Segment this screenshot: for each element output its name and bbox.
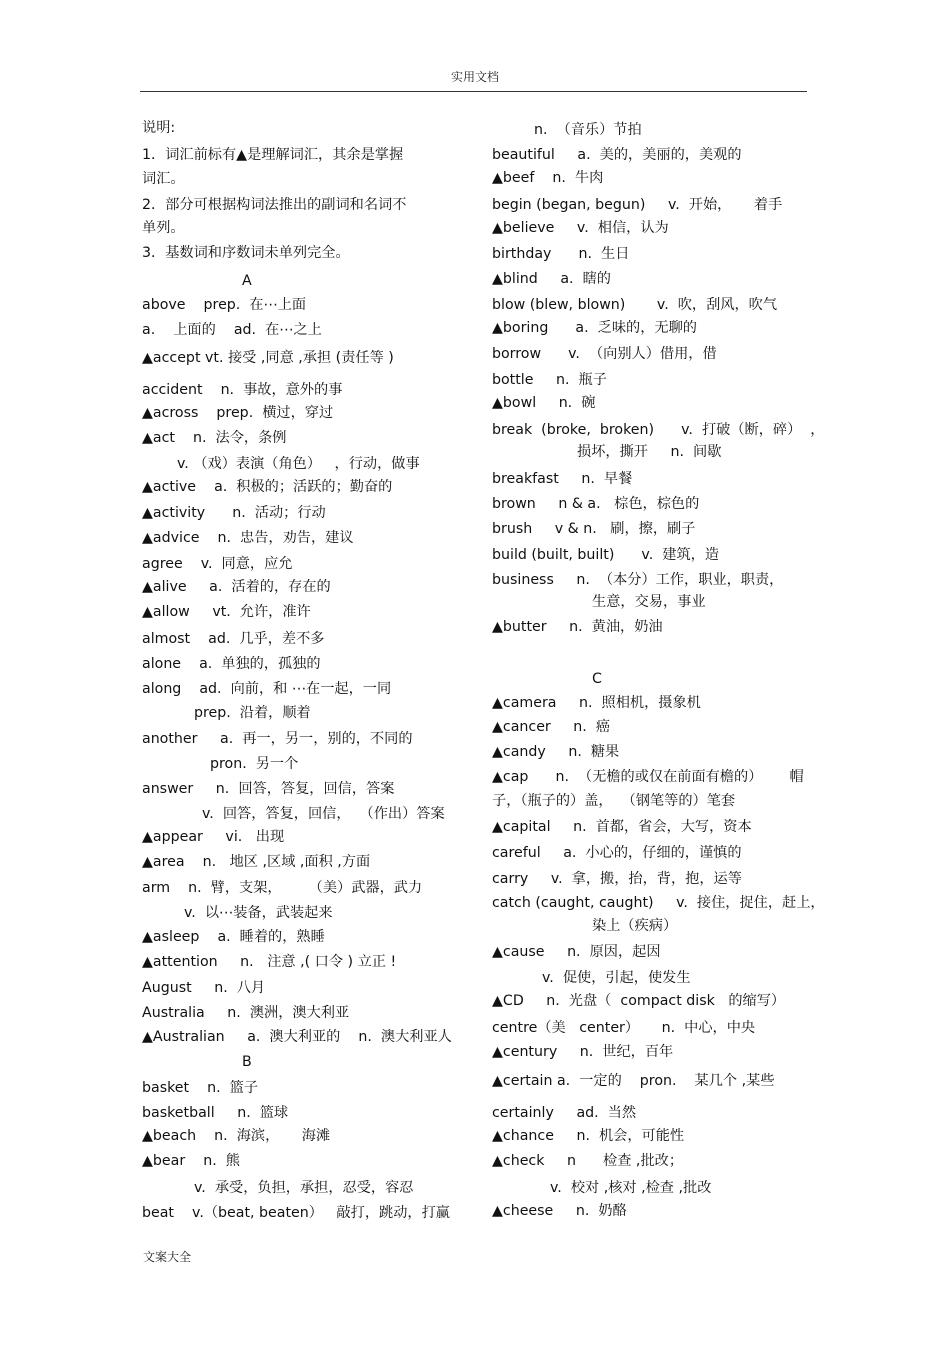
left-column-line: 说明: [142,120,176,136]
right-column-line: ▲boring a. 乏味的，无聊的 [492,320,697,336]
right-column-line: v. 校对 ,核对 ,检查 ,批改 [550,1180,712,1196]
left-column-line: another a. 再一，另一，别的，不同的 [142,731,413,747]
right-column-line: ▲butter n. 黄油，奶油 [492,619,663,635]
left-column-line: beat v.（beat, beaten） 敲打，跳动，打赢 [142,1205,450,1221]
left-column-line: v. 以⋯装备，武装起来 [184,905,333,921]
right-column-line: 损坏，撕开 n. 间歇 [577,444,722,460]
left-column-line: answer n. 回答，答复，回信，答案 [142,781,395,797]
right-column-line: ▲camera n. 照相机，摄象机 [492,695,701,711]
right-column-line: ▲cancer n. 癌 [492,719,611,735]
right-column-line: 染上（疾病） [592,918,678,934]
page-footer: 文案大全 [143,1250,192,1264]
left-column-line: basketball n. 篮球 [142,1105,289,1121]
left-column-line: ▲alive a. 活着的，存在的 [142,579,331,595]
right-column-line: certainly ad. 当然 [492,1105,637,1121]
left-column-line: 单列。 [142,220,185,236]
right-column-line: brush v & n. 刷，擦，刷子 [492,521,696,537]
left-column-line: ▲activity n. 活动；行动 [142,505,326,521]
right-column-line: ▲cause n. 原因，起因 [492,944,661,960]
left-column-line: ▲advice n. 忠告，劝告，建议 [142,530,354,546]
left-column-line: 1．词汇前标有▲是理解词汇，其余是掌握 [142,147,404,163]
left-column-line: along ad. 向前，和 ⋯在一起，一同 [142,681,392,697]
right-column-line: ▲century n. 世纪，百年 [492,1044,674,1060]
left-column-line: above prep. 在⋯上面 [142,297,307,313]
right-column-line: ▲blind a. 瞎的 [492,271,611,287]
left-column-line: 2．部分可根据构词法推出的副词和名词不 [142,197,407,213]
right-column-line: C [592,671,602,687]
left-column-line: August n. 八月 [142,980,266,996]
right-column-line: 子，（瓶子的）盖， （钢笔等的）笔套 [492,793,736,809]
right-column-line: ▲check n 检查 ,批改； [492,1153,684,1169]
right-column-line: ▲certain a. 一定的 pron. 某几个 ,某些 [492,1073,775,1089]
left-column-line: ▲beach n. 海滨， 海滩 [142,1128,331,1144]
right-column-line: borrow v. （向别人）借用，借 [492,346,717,362]
right-column-line: brown n & a. 棕色，棕色的 [492,496,700,512]
right-column-line: ▲beef n. 牛肉 [492,170,604,186]
right-column-line: build (built, built) v. 建筑，造 [492,547,720,563]
right-column-line: beautiful a. 美的，美丽的，美观的 [492,147,742,163]
left-column-line: A [242,273,252,289]
left-column-line: ▲accept vt. 接受 ,同意 ,承担 (责任等 ) [142,350,394,366]
left-column-line: agree v. 同意，应允 [142,556,293,572]
left-column-line: ▲allow vt. 允许，准许 [142,604,311,620]
right-column-line: blow (blew, blown) v. 吹，刮风，吹气 [492,297,778,313]
left-column-line: 3．基数词和序数词未单列完全。 [142,245,350,261]
left-column-line: alone a. 单独的，孤独的 [142,656,321,672]
right-column-line: business n. （本分）工作，职业，职责， [492,572,784,588]
left-column-line: a. 上面的 ad. 在⋯之上 [142,322,322,338]
right-column-line: v. 促使，引起，使发生 [542,970,691,986]
left-column-line: v. 承受，负担，承担，忍受，容忍 [194,1180,414,1196]
right-column-line: ▲candy n. 糖果 [492,744,620,760]
right-column-line: ▲cap n. （无檐的或仅在前面有檐的） 帽 [492,769,804,785]
page-header: 实用文档 [450,70,499,84]
left-column-line: ▲area n. 地区 ,区域 ,面积 ,方面 [142,854,371,870]
left-column-line: pron. 另一个 [210,756,299,772]
right-column-line: centre（美 center） n. 中心，中央 [492,1020,756,1036]
right-column-line: breakfast n. 早餐 [492,471,633,487]
left-column-line: ▲bear n. 熊 [142,1153,240,1169]
right-column-line: n. （音乐）节拍 [534,122,642,138]
left-column-line: accident n. 事故，意外的事 [142,382,343,398]
left-column-line: v. 回答，答复，回信， （作出）答案 [202,806,445,822]
right-column-line: catch (caught, caught) v. 接住，捉住，赶上， [492,895,825,911]
left-column-line: basket n. 篮子 [142,1080,259,1096]
left-column-line: 词汇。 [142,171,185,187]
right-column-line: ▲believe v. 相信，认为 [492,220,669,236]
right-column-line: ▲bowl n. 碗 [492,395,596,411]
right-column-line: 生意，交易，事业 [592,594,706,610]
left-column-line: ▲act n. 法令，条例 [142,430,287,446]
header-divider [140,91,807,92]
right-column-line: ▲cheese n. 奶酪 [492,1203,627,1219]
left-column-line: ▲active a. 积极的；活跃的；勤奋的 [142,479,393,495]
right-column-line: begin (began, begun) v. 开始， 着手 [492,197,783,213]
left-column-line: ▲appear vi. 出现 [142,829,285,845]
left-column-line: arm n. 臂，支架， （美）武器，武力 [142,880,423,896]
right-column-line: bottle n. 瓶子 [492,372,607,388]
right-column-line: birthday n. 生日 [492,246,630,262]
left-column-line: ▲across prep. 横过，穿过 [142,405,334,421]
left-column-line: ▲asleep a. 睡着的，熟睡 [142,929,325,945]
left-column-line: B [242,1054,252,1070]
left-column-line: ▲Australian a. 澳大利亚的 n. 澳大利亚人 [142,1029,452,1045]
right-column-line: ▲capital n. 首都，省会，大写，资本 [492,819,752,835]
left-column-line: v. （戏）表演（角色） ，行动，做事 [177,456,420,472]
right-column-line: carry v. 拿，搬，抬，背，抱，运等 [492,871,742,887]
right-column-line: ▲chance n. 机会，可能性 [492,1128,685,1144]
left-column-line: ▲attention n. 注意 ,( 口令 ) 立正 ! [142,954,397,970]
left-column-line: almost ad. 几乎，差不多 [142,631,325,647]
left-column-line: prep. 沿着，顺着 [194,705,311,721]
right-column-line: careful a. 小心的，仔细的，谨慎的 [492,845,742,861]
right-column-line: break (broke, broken) v. 打破（断，碎） ， [492,422,825,438]
left-column-line: Australia n. 澳洲，澳大利亚 [142,1005,350,1021]
right-column-line: ▲CD n. 光盘（ compact disk 的缩写） [492,993,786,1009]
